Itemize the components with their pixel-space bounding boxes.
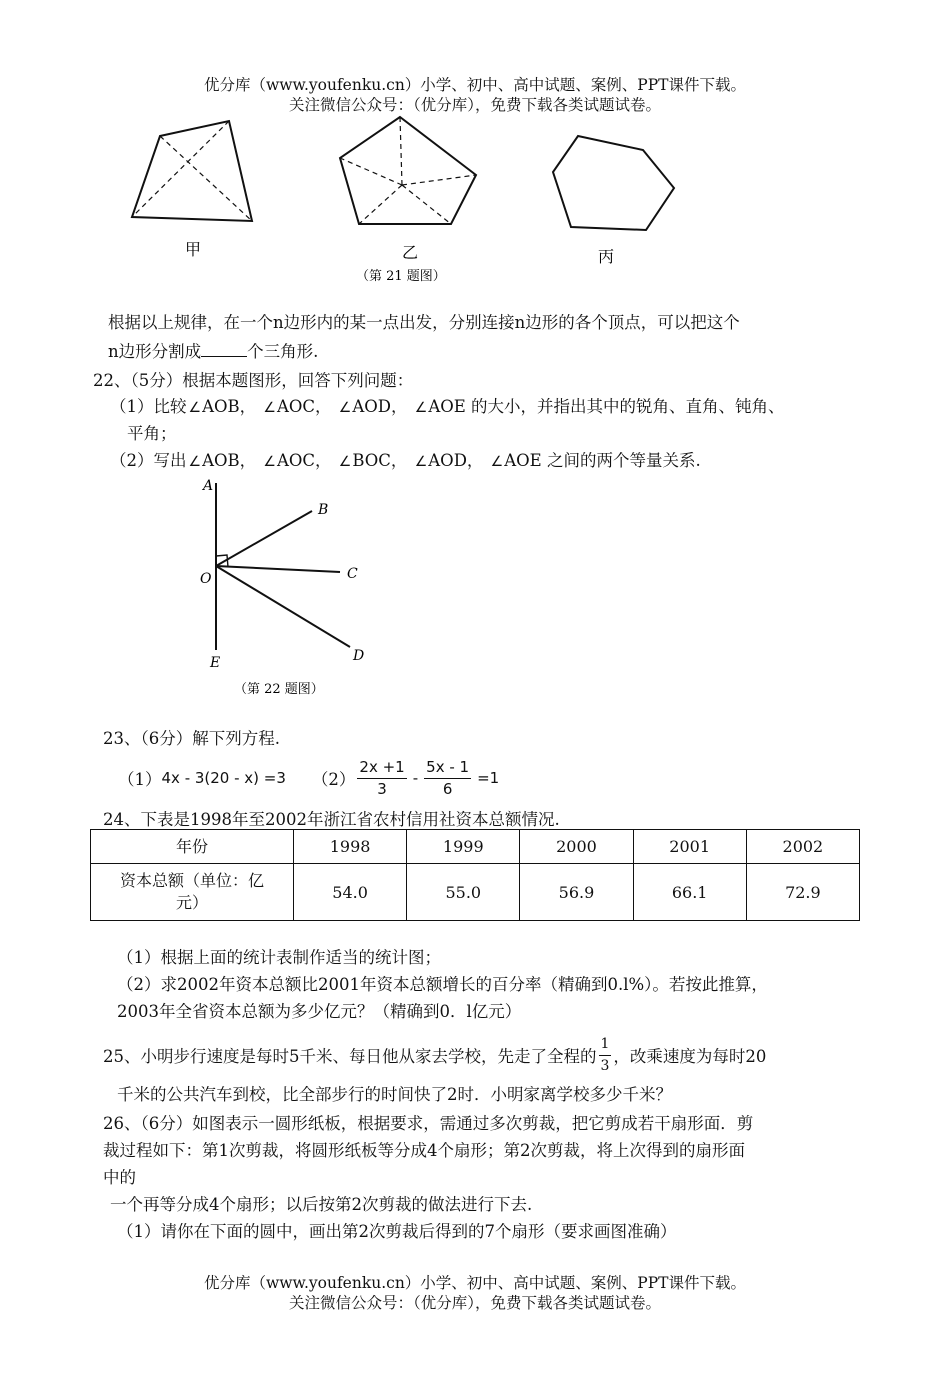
quadrilateral-jia: [132, 121, 252, 221]
table-header-cell: 2000: [520, 830, 633, 864]
equals-one: =1: [477, 769, 500, 787]
point-O: O: [200, 571, 212, 587]
angle-icon: ∠: [263, 454, 276, 470]
figure-21-caption: （第 21 题图）: [356, 269, 446, 284]
table-header-cell: 1999: [407, 830, 520, 864]
minus-sign: -: [412, 769, 419, 787]
table-header-cell: 1998: [294, 830, 407, 864]
capital-table: [90, 829, 860, 921]
q24-part1: （1）根据上面的统计表制作适当的统计图；: [117, 948, 441, 967]
q21-text-1: 根据以上规律，在一个n边形内的某一点出发，分别连接n边形的各个顶点，可以把这个: [108, 313, 740, 332]
header-line-2: 关注微信公众号：（优分库），免费下载各类试题试卷。: [288, 96, 661, 114]
q22-p1-d: AOE 的大小，并指出其中的锐角、直角、钝角、: [428, 397, 785, 416]
q22-p2-a: AOB，: [202, 451, 257, 470]
angle-icon: ∠: [414, 400, 428, 416]
label-jia: 甲: [185, 240, 202, 259]
q26-line-3: 中的: [103, 1168, 136, 1187]
q22-p1-c: AOD，: [352, 397, 408, 416]
answer-blank[interactable]: [201, 342, 247, 357]
table-cell: 72.9: [746, 864, 859, 921]
pentagon-yi: [340, 117, 476, 224]
q21-text-2: [108, 338, 318, 362]
fraction-1-numerator: 2x +1: [357, 757, 406, 779]
q22-p2-b: AOC，: [276, 451, 332, 470]
angle-icon: ∠: [188, 454, 202, 470]
q26-line-4: 一个再等分成4个扇形；以后按第2次剪裁的做法进行下去.: [110, 1195, 533, 1214]
q26-line-5: （1）请你在下面的圆中，画出第2次剪裁后得到的7个扇形（要求画图准确）: [117, 1222, 677, 1241]
q21-text-2b: 个三角形.: [247, 342, 319, 361]
angle-icon: ∠: [490, 454, 504, 470]
table-row: [91, 864, 860, 921]
q25-line-2: 千米的公共汽车到校，比全部步行的时间快了2时．小明家离学校多少千米？: [117, 1085, 672, 1104]
fraction-2-denominator: 6: [442, 779, 453, 798]
angle-icon: ∠: [338, 400, 352, 416]
q21-text-2a: n边形分割成: [108, 342, 202, 361]
fraction-denominator: 3: [600, 1057, 610, 1074]
q25-text-b: ，改乘速度为每时20: [613, 1047, 767, 1066]
fraction-2-numerator: 5x - 1: [424, 757, 471, 779]
q22-part1-cont: 平角；: [127, 424, 177, 443]
table-header-cell: 2002: [746, 830, 859, 864]
figure-22-caption: （第 22 题图）: [234, 682, 324, 697]
q23-title: 23、（6分）解下列方程.: [103, 729, 280, 748]
hexagon-bing: [553, 136, 674, 230]
fraction-1: [357, 757, 406, 800]
q25-line-1: [103, 1030, 766, 1080]
table-cell: 56.9: [520, 864, 633, 921]
table-row-label: [91, 864, 294, 921]
q25-text-a: 25、小明步行速度是每时5千米、每日他从家去学校，先走了全程的: [103, 1047, 597, 1066]
fraction-1-denominator: 3: [377, 779, 387, 798]
figure-22: [0, 470, 950, 705]
table-cell: 66.1: [633, 864, 746, 921]
point-A: A: [203, 478, 214, 494]
point-C: C: [347, 566, 358, 582]
fraction-numerator: 1: [599, 1034, 612, 1056]
q26-line-2: 裁过程如下：第1次剪裁，将圆形纸板等分成4个扇形；第2次剪裁，将上次得到的扇形面: [103, 1141, 745, 1160]
footer-line-1: 优分库（www.youfenku.cn）小学、初中、高中试题、案例、PPT课件下载。: [203, 1274, 747, 1292]
header-line-1: 优分库（www.youfenku.cn）小学、初中、高中试题、案例、PPT课件下载。: [203, 76, 747, 94]
angle-icon: ∠: [263, 400, 276, 416]
table-header-cell: 年份: [91, 830, 294, 864]
table-header-cell: 2001: [633, 830, 746, 864]
footer-line-2: 关注微信公众号：（优分库），免费下载各类试题试卷。: [288, 1294, 661, 1312]
q24-title: 24、下表是1998年至2002年浙江省农村信用社资本总额情况.: [103, 810, 560, 829]
table-header-row: [91, 830, 860, 864]
q22-p2-e: AOE 之间的两个等量关系.: [504, 451, 701, 470]
q24-part2-cont: 2003年全省资本总额为多少亿元？（精确到0．l亿元）: [117, 1002, 522, 1021]
q22-p2-c: BOC，: [352, 451, 408, 470]
angle-icon: ∠: [188, 400, 202, 416]
point-E: E: [210, 655, 221, 671]
q22-part1: [110, 393, 785, 417]
row-label-line-1: 资本总额（单位：亿: [119, 871, 264, 890]
q22-p2-d: AOD，: [428, 451, 484, 470]
q24-part2: （2）求2002年资本总额比2001年资本总额增长的百分率（精确到0.l%）。若按此推算，: [117, 975, 768, 994]
angle-icon: ∠: [414, 454, 428, 470]
q22-p1-prefix: （1）比较: [110, 397, 187, 416]
table-cell: 55.0: [407, 864, 520, 921]
q23-equations: [118, 753, 499, 803]
label-yi: 乙: [402, 243, 419, 262]
point-B: B: [318, 502, 329, 518]
q26-line-1: 26、（6分）如图表示一圆形纸板，根据要求，需通过多次剪裁，把它剪成若干扇形面．剪: [103, 1114, 754, 1133]
q22-p2-prefix: （2）写出: [110, 451, 187, 470]
figure-21: [0, 110, 950, 290]
equation-1: 4x - 3(20 - x) =3: [161, 769, 286, 787]
table-cell: 54.0: [294, 864, 407, 921]
q22-p1-b: AOC，: [276, 397, 332, 416]
q22-title: 22、（5分）根据本题图形，回答下列问题：: [93, 371, 414, 390]
q22-part2: [110, 447, 701, 471]
point-D: D: [353, 648, 365, 664]
label-bing: 丙: [598, 247, 615, 266]
fraction-2: [424, 757, 471, 800]
angle-icon: ∠: [338, 454, 352, 470]
fraction-one-third: [599, 1034, 612, 1077]
row-label-line-2: 元）: [175, 893, 208, 912]
eq2-label: （2）: [311, 770, 356, 789]
eq1-label: （1）: [118, 770, 162, 789]
q22-p1-a: AOB，: [202, 397, 257, 416]
